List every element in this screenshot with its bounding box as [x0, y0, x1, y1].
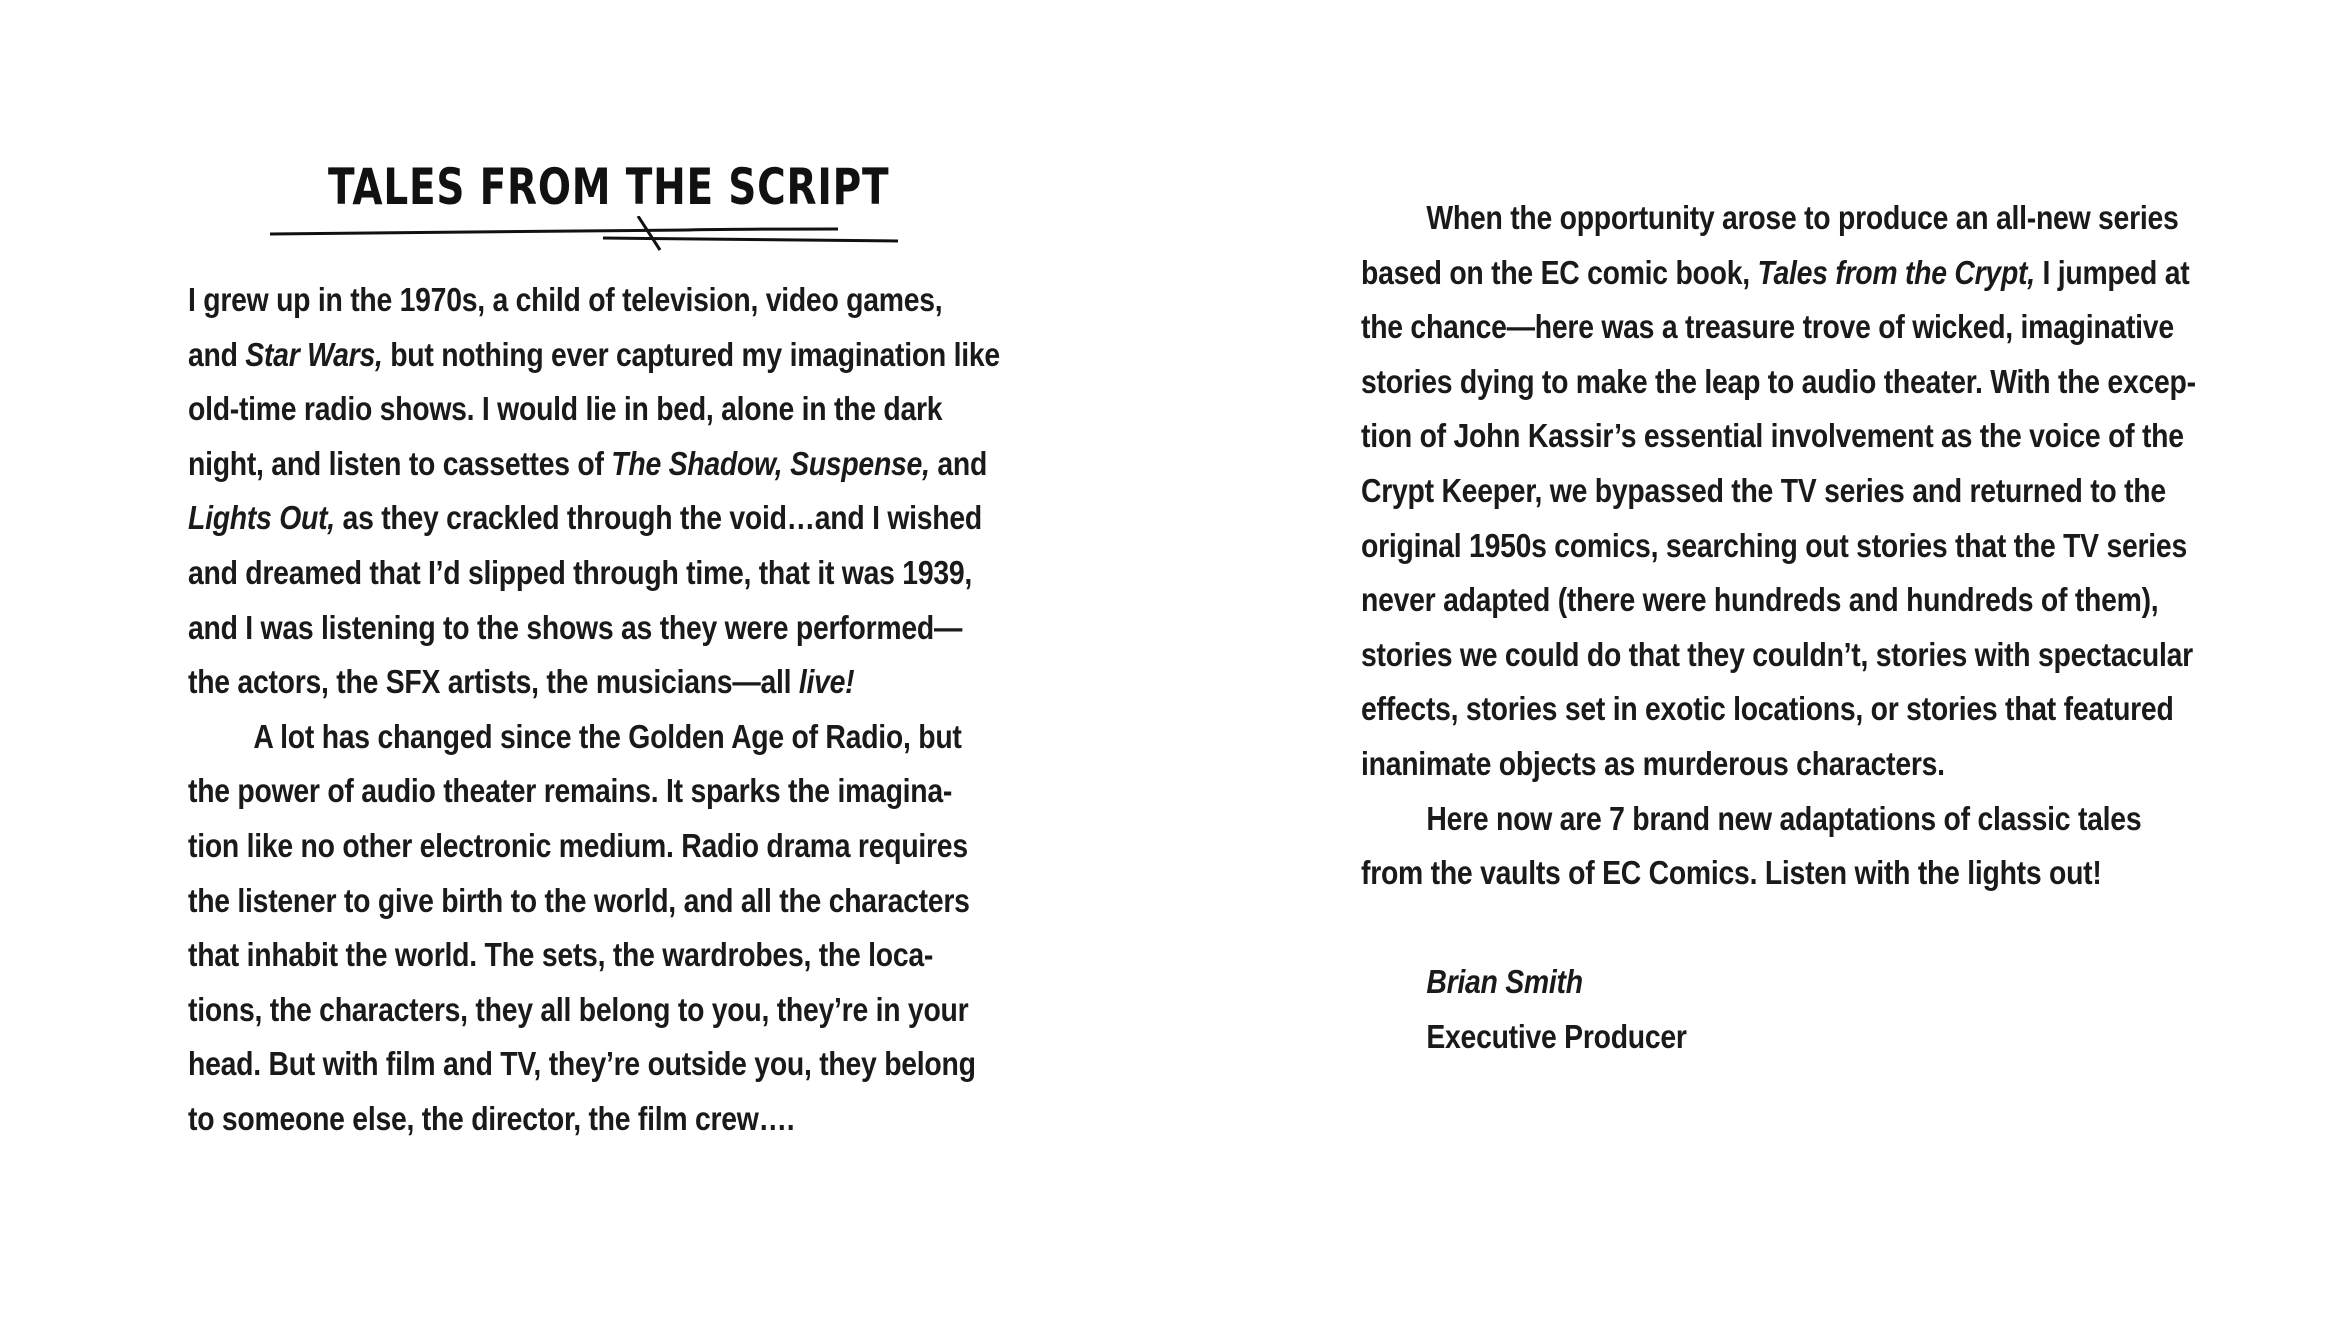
left-column	[188, 273, 1008, 1147]
title-underline	[268, 216, 908, 256]
page-title: TALES FROM THE SCRIPT	[328, 158, 890, 216]
italic-title: Star Wars,	[245, 335, 383, 373]
text-segment: to someone else, the director, the film crew….	[188, 1099, 795, 1137]
right-paragraph-2	[1361, 792, 2211, 901]
text-segment: and I was listening to the shows as they were performed—	[188, 608, 963, 646]
italic-title: The Shadow, Suspense,	[611, 444, 930, 482]
left-paragraph-2	[188, 710, 1008, 1147]
italic-title: Lights Out,	[188, 499, 335, 537]
signature-name: Brian Smith	[1426, 963, 1583, 1001]
italic-title: Tales from the Crypt,	[1757, 253, 2035, 291]
text-segment: as they crackled through the void…and I wished	[334, 499, 982, 537]
text-line	[188, 546, 973, 601]
text-line	[188, 764, 953, 819]
text-segment: A lot has changed since the Golden Age of Radio, but	[253, 717, 962, 755]
text-line	[188, 1037, 976, 1092]
text-segment: old-time radio shows. I would lie in bed, alone in the dark	[188, 390, 943, 428]
signature-role: Executive Producer	[1426, 1017, 1687, 1055]
text-segment: that inhabit the world. The sets, the wardrobes, the loca-	[188, 936, 934, 974]
text-line	[1361, 191, 2179, 246]
text-segment: tion like no other electronic medium. Radio drama requires	[188, 826, 968, 864]
text-line	[1361, 737, 2092, 792]
text-segment: Here now are 7 brand new adaptations of classic tales	[1426, 799, 2142, 837]
text-segment: the chance—here was a treasure trove of wicked, imaginative	[1361, 308, 2174, 346]
signature-block	[1361, 955, 2211, 1064]
text-segment: stories dying to make the leap to audio theater. With the excep-	[1361, 362, 2196, 400]
text-line	[1361, 682, 2174, 737]
text-segment: tions, the characters, they all belong to you, they’re in your	[188, 990, 969, 1028]
text-segment: from the vaults of EC Comics. Listen with the lights out!	[1361, 854, 2102, 892]
text-segment: and	[188, 335, 246, 373]
text-line	[188, 819, 968, 874]
text-segment: When the opportunity arose to produce an all-new series	[1426, 199, 2179, 236]
text-segment: the actors, the SFX artists, the musicians—all	[188, 663, 799, 701]
right-paragraph-1	[1361, 191, 2211, 792]
text-line	[188, 874, 970, 929]
text-segment: head. But with film and TV, they’re outside you, they belong	[188, 1045, 976, 1083]
text-line	[1361, 519, 2187, 574]
text-line	[1361, 409, 2184, 464]
text-line	[1361, 355, 2196, 410]
text-segment: but nothing ever captured my imagination like	[382, 335, 1000, 373]
text-segment: tion of John Kassir’s essential involvement as the voice of the	[1361, 417, 2184, 455]
text-line	[188, 710, 962, 765]
text-line	[1361, 846, 2102, 901]
left-paragraph-1	[188, 273, 1008, 710]
text-segment: I jumped at	[2034, 253, 2190, 291]
text-segment: and dreamed that I’d slipped through time, that it was 1939,	[188, 553, 973, 591]
text-segment: stories we could do that they couldn’t, stories with spectacular	[1361, 635, 2193, 673]
text-line	[1361, 792, 2142, 847]
text-line	[1361, 464, 2166, 519]
text-line	[1361, 573, 2159, 628]
text-segment: inanimate objects as murderous characters.	[1361, 744, 1945, 782]
text-line	[1361, 628, 2193, 683]
text-line	[188, 655, 893, 710]
text-segment: I grew up in the 1970s, a child of television, video games,	[188, 281, 943, 318]
text-line	[188, 601, 963, 656]
text-line	[188, 491, 982, 546]
text-segment: Crypt Keeper, we bypassed the TV series and returned to the	[1361, 471, 2166, 509]
italic-title: live!	[798, 663, 855, 701]
text-line	[1361, 300, 2174, 355]
text-line	[188, 928, 934, 983]
text-segment: and	[929, 444, 988, 482]
text-segment: never adapted (there were hundreds and hundreds of them),	[1361, 581, 2159, 619]
text-segment: original 1950s comics, searching out stories that the TV series	[1361, 526, 2187, 564]
text-segment: the power of audio theater remains. It sparks the imagina-	[188, 772, 953, 810]
text-segment: the listener to give birth to the world, and all the characters	[188, 881, 970, 919]
text-line	[188, 983, 969, 1038]
text-line	[188, 1092, 893, 1147]
text-segment: effects, stories set in exotic locations, or stories that featured	[1361, 690, 2174, 728]
text-line	[188, 382, 943, 437]
text-line	[1361, 246, 2190, 301]
text-line	[188, 437, 988, 492]
text-segment: based on the EC comic book,	[1361, 253, 1758, 291]
title-block	[268, 152, 908, 248]
text-line	[188, 273, 943, 328]
text-line	[188, 328, 1000, 383]
right-column	[1361, 191, 2211, 1065]
text-segment: night, and listen to cassettes of	[188, 444, 612, 482]
